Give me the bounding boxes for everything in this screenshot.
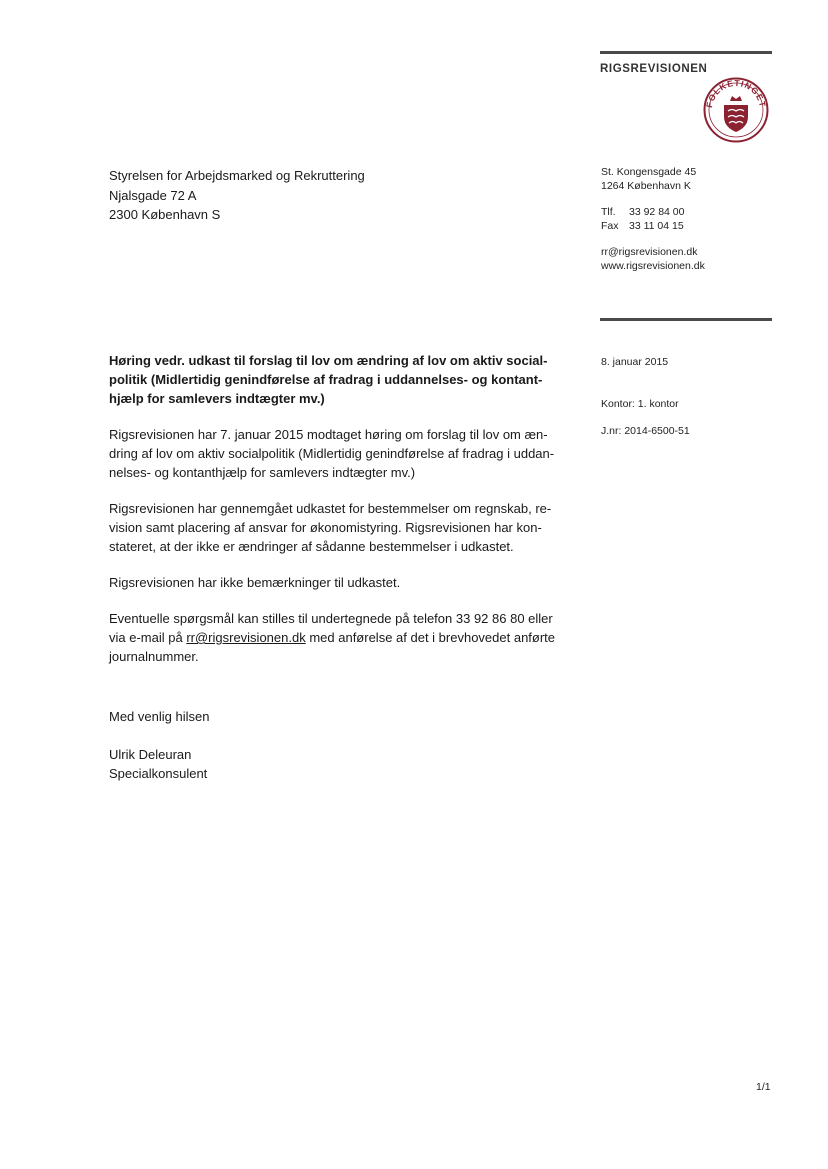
paragraph-contact xyxy=(109,609,574,666)
subject-line: politik (Midlertidig genindførelse af fradrag i uddannelses- og kontant- xyxy=(109,372,543,387)
folketinget-seal-icon xyxy=(703,77,769,143)
letter-body xyxy=(109,351,574,683)
signer-name: Ulrik Deleuran xyxy=(109,747,192,762)
fax-label: Fax xyxy=(601,219,619,232)
signer-title: Specialkonsulent xyxy=(109,766,208,781)
contact-text-after: med anførelse af det i brevhovedet anførte xyxy=(305,630,556,645)
sender-web: www.rigsrevisionen.dk xyxy=(601,259,705,272)
paragraph-reviewed xyxy=(109,499,574,556)
subject-line: Høring vedr. udkast til forslag til lov om ændring af lov om aktiv social- xyxy=(109,353,548,368)
contact-text-before: via e-mail på xyxy=(109,630,187,645)
sender-phone-fax xyxy=(601,206,705,233)
paragraph-line: nelses- og kontanthjælp for samlevers indtægter mv.) xyxy=(109,465,416,480)
sender-street: St. Kongensgade 45 xyxy=(601,166,697,178)
paragraph-line: Rigsrevisionen har 7. januar 2015 modtaget høring om forslag til lov om æn- xyxy=(109,427,548,442)
paragraph-line: vision samt placering af ansvar for økonomistyring. Rigsrevisionen har kon- xyxy=(109,520,542,535)
phone-number: 33 92 84 00 xyxy=(629,206,685,218)
sender-phone xyxy=(601,206,705,220)
recipient-name: Styrelsen for Arbejdsmarked og Rekruttering xyxy=(109,168,365,183)
sender-address xyxy=(601,166,705,193)
paragraph-line: journalnummer. xyxy=(109,649,199,664)
sender-contact xyxy=(601,166,705,286)
email-link[interactable]: rr@rigsrevisionen.dk xyxy=(186,630,306,645)
recipient-address xyxy=(109,166,365,225)
office-label: Kontor: 1. kontor xyxy=(601,398,679,410)
letter-date: 8. januar 2015 xyxy=(601,356,669,368)
paragraph-line: dring af lov om aktiv socialpolitik (Midlertidig genindførelse af fradrag i uddan- xyxy=(109,446,555,461)
journal-number: J.nr: 2014-6500-51 xyxy=(601,425,690,437)
subject-line: hjælp for samlevers indtægter mv.) xyxy=(109,391,325,406)
phone-label: Tlf. xyxy=(601,206,616,218)
paragraph-line: stateret, at der ikke er ændringer af sådanne bestemmelser i udkastet. xyxy=(109,539,514,554)
sender-fax xyxy=(601,220,705,234)
closing-greeting: Med venlig hilsen xyxy=(109,709,210,724)
paragraph-no-remarks xyxy=(109,573,574,592)
page-number: 1/1 xyxy=(756,1081,771,1093)
sender-city: 1264 København K xyxy=(601,179,691,192)
recipient-street: Njalsgade 72 A xyxy=(109,187,197,203)
org-name: RIGSREVISIONEN xyxy=(600,63,708,75)
signature-block xyxy=(109,745,207,783)
section-rule xyxy=(600,318,772,321)
paragraph-line: Rigsrevisionen har gennemgået udkastet for bestemmelser om regnskab, re- xyxy=(109,501,552,516)
sender-online xyxy=(601,246,705,273)
sender-email: rr@rigsrevisionen.dk xyxy=(601,246,698,258)
svg-text:FOLKETINGET: FOLKETINGET xyxy=(704,77,768,109)
paragraph-line: Rigsrevisionen har ikke bemærkninger til udkastet. xyxy=(109,575,401,590)
paragraph-line: Eventuelle spørgsmål kan stilles til undertegnede på telefon 33 92 86 80 eller xyxy=(109,611,553,626)
fax-number: 33 11 04 15 xyxy=(629,219,684,232)
recipient-city: 2300 København S xyxy=(109,207,221,222)
header-rule xyxy=(600,51,772,54)
letter-subject xyxy=(109,351,574,408)
paragraph-received xyxy=(109,425,574,482)
paragraph-line xyxy=(109,628,574,647)
